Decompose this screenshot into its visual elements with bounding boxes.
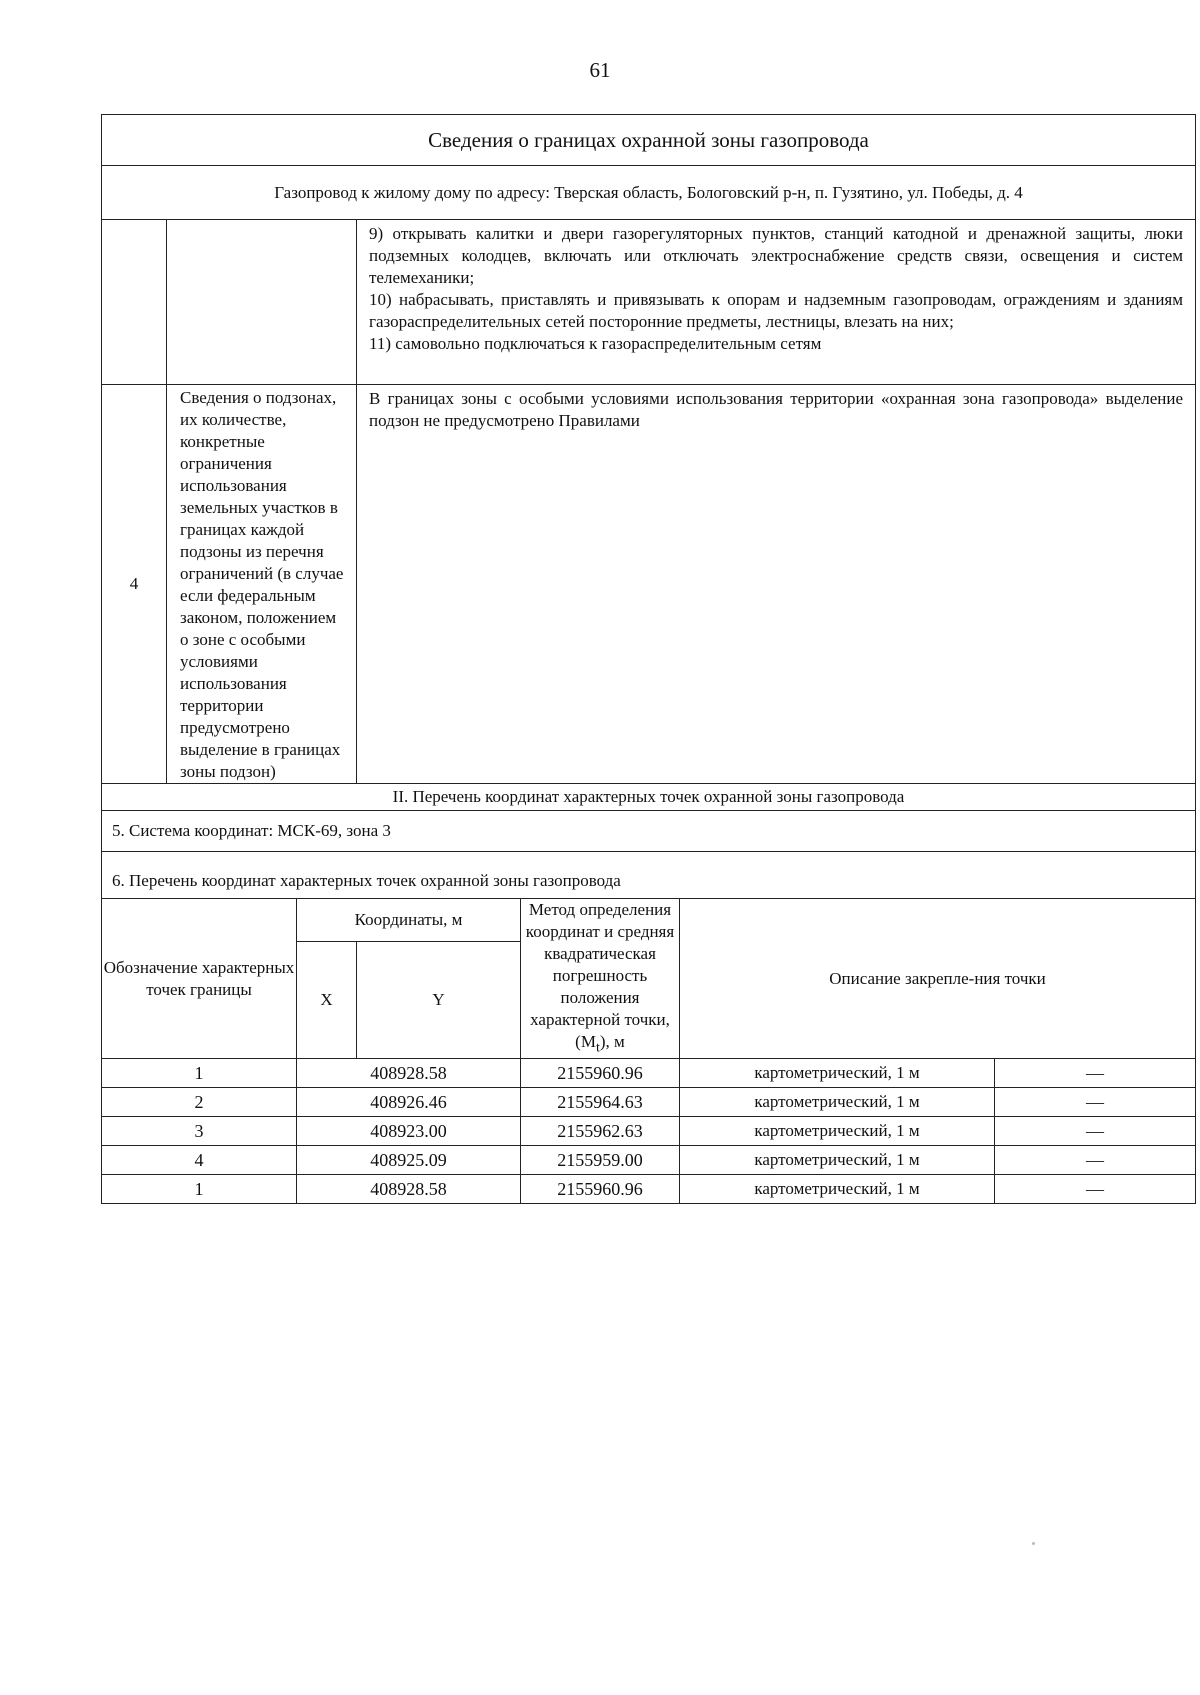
point-cell: 3 (102, 1117, 297, 1146)
header-coordinates: Координаты, м (297, 899, 521, 942)
section-number-empty-cell (102, 220, 167, 385)
x-cell: 408928.58 (297, 1175, 521, 1204)
method-cell: картометрический, 1 м (680, 1117, 995, 1146)
table-row (102, 1175, 1196, 1204)
restriction-item-11: 11) самовольно подключаться к газораспределительным сетям (369, 334, 822, 353)
zone-info-table (101, 114, 1196, 1204)
y-cell: 2155959.00 (521, 1146, 680, 1175)
section-4-number: 4 (102, 385, 167, 784)
header-point-designation: Обозначение характерных точек границы (102, 899, 297, 1059)
document-subtitle: Газопровод к жилому дому по адресу: Тверская область, Бологовский р-н, п. Гузятино, ул. Победы, д. 4 (102, 166, 1196, 220)
coordinate-list-title: 6. Перечень координат характерных точек охранной зоны газопровода (102, 852, 1196, 899)
header-x: X (297, 942, 357, 1059)
method-cell: картометрический, 1 м (680, 1088, 995, 1117)
header-y: Y (357, 942, 521, 1059)
part-2-title: II. Перечень координат характерных точек охранной зоны газопровода (102, 784, 1196, 811)
x-cell: 408925.09 (297, 1146, 521, 1175)
method-cell: картометрический, 1 м (680, 1059, 995, 1088)
coordinate-system: 5. Система координат: МСК-69, зона 3 (102, 811, 1196, 852)
restriction-item-10: 10) набрасывать, приставлять и привязывать к опорам и надземным газопроводам, ограждениям и зданиям газораспределительных сетей посторонние предметы, лестницы, влезать на них; (369, 290, 1183, 331)
method-cell: картометрический, 1 м (680, 1175, 995, 1204)
y-cell: 2155960.96 (521, 1059, 680, 1088)
table-row (102, 1117, 1196, 1146)
header-method-text: Метод определения координат и средняя квадратическая погрешность положения характерной точки, (M (525, 900, 675, 1051)
table-row (102, 1146, 1196, 1175)
x-cell: 408926.46 (297, 1088, 521, 1117)
description-cell: — (995, 1117, 1196, 1146)
scan-speck (1032, 1542, 1035, 1545)
restriction-item-9: 9) открывать калитки и двери газорегуляторных пунктов, станций катодной и дренажной защиты, люки подземных колодцев, включать или отключать электроснабжение средств связи, освещения и систем телемеханики; (369, 224, 1183, 287)
header-method (521, 899, 680, 1059)
header-point-description: Описание закрепле-ния точки (680, 899, 1196, 1059)
description-cell: — (995, 1146, 1196, 1175)
description-cell: — (995, 1059, 1196, 1088)
y-cell: 2155964.63 (521, 1088, 680, 1117)
point-cell: 1 (102, 1175, 297, 1204)
description-cell: — (995, 1088, 1196, 1117)
x-cell: 408928.58 (297, 1059, 521, 1088)
section-4-label: Сведения о подзонах, их количестве, конкретные ограничения использования земельных участков в границах каждой подзоны из перечня ограничений (в случае если федеральным законом, положением о зоне с особыми условиями использования территории предусмотрено выделение в границах зоны подзон) (167, 385, 357, 784)
header-method-subscript: t (595, 1039, 600, 1056)
document-title: Сведения о границах охранной зоны газопровода (102, 115, 1196, 166)
method-cell: картометрический, 1 м (680, 1146, 995, 1175)
table-row (102, 1088, 1196, 1117)
point-cell: 1 (102, 1059, 297, 1088)
table-row (102, 1059, 1196, 1088)
description-cell: — (995, 1175, 1196, 1204)
section-label-empty-cell (167, 220, 357, 385)
y-cell: 2155960.96 (521, 1175, 680, 1204)
section-4-text: В границах зоны с особыми условиями использования территории «охранная зона газопровода» выделение подзон не предусмотрено Правилами (357, 385, 1196, 784)
page-number: 61 (589, 58, 611, 82)
y-cell: 2155962.63 (521, 1117, 680, 1146)
point-cell: 2 (102, 1088, 297, 1117)
restrictions-continuation (357, 220, 1196, 385)
header-method-unit: ), м (599, 1032, 625, 1051)
point-cell: 4 (102, 1146, 297, 1175)
x-cell: 408923.00 (297, 1117, 521, 1146)
